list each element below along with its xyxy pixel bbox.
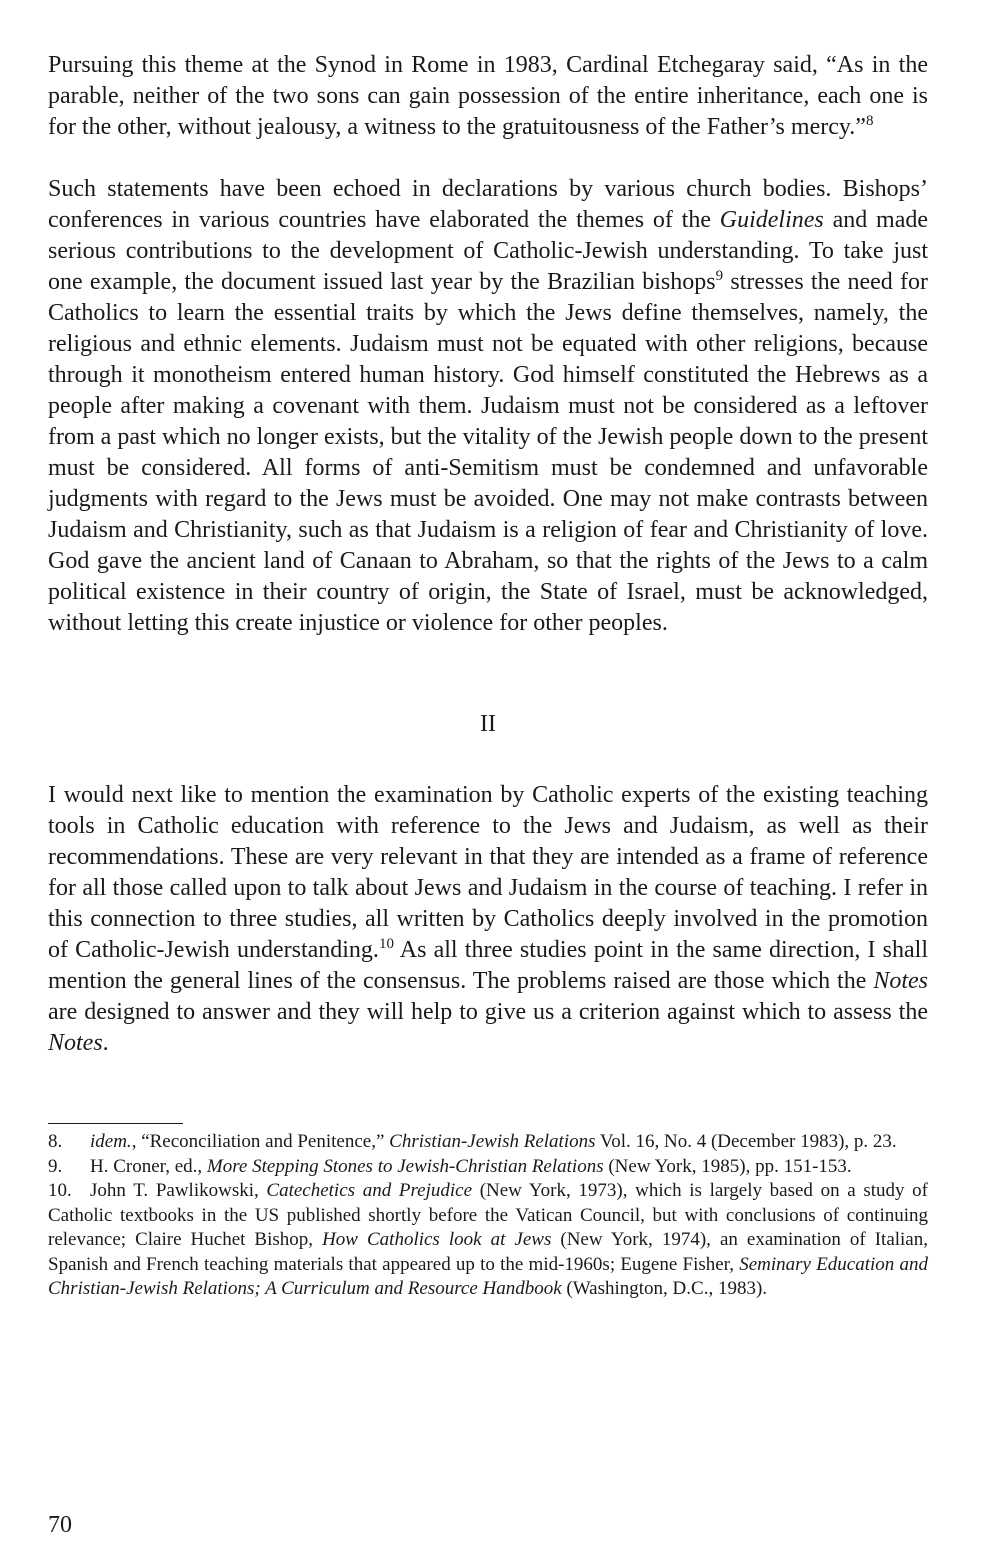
footnote-8	[48, 1130, 928, 1155]
footnote-italic: Catechetics and Prejudice	[266, 1180, 473, 1201]
footnote-italic: Christian-Jewish Relations	[389, 1131, 596, 1152]
footnote-divider	[48, 1123, 183, 1124]
paragraph-text: stresses the need for Catholics to learn the essential traits by which the Jews define themselves, namely, the religious and ethnic elements. Judaism must not be equated with other religions, because through it monotheism entered human history. God himself constituted the Hebrews as a people after making a covenant with them. Judaism must not be considered as a leftover from a past which no longer exists, but the vitality of the Jewish people down to the present must be considered. All forms of anti-Semitism must be condemned and unfavorable judgments with regard to the Jews must be avoided. One may not make contrasts between Judaism and Christianity, such as that Judaism is a religion of fear and Christianity of love. God gave the ancient land of Canaan to Abraham, so that the rights of the Jews to a calm political existence in their country of origin, the State of Israel, must be acknowledged, without letting this create injustice or violence for other peoples.	[48, 269, 928, 636]
footnote-text: Vol. 16, No. 4 (December 1983), p. 23.	[595, 1131, 897, 1152]
paragraph-church-declarations	[48, 174, 928, 639]
footnote-text: H. Croner, ed.,	[90, 1155, 207, 1177]
paragraph-text: .	[102, 1030, 109, 1056]
footnote-number: 10.	[48, 1180, 72, 1201]
footnote-10	[48, 1179, 928, 1302]
footnote-ref-8[interactable]: 8	[865, 113, 874, 129]
footnote-italic: Seminary Education and Christian-Jewish Relations; A Curriculum and Resource Handbook	[48, 1253, 929, 1299]
footnote-text: , “Reconciliation and Penitence,”	[131, 1131, 390, 1152]
title-notes: Notes	[48, 1030, 103, 1056]
footnote-ref-10[interactable]: 10	[378, 936, 394, 952]
footnote-italic: How Catholics look at Jews	[322, 1229, 552, 1250]
footnote-ref-9[interactable]: 9	[715, 268, 724, 284]
page-number: 70	[48, 1512, 72, 1538]
paragraph-text: Such statements have been echoed in declarations by various church bodies. Bishops’ conferences in various countries have elaborated the themes of the	[48, 176, 928, 233]
paragraph-teaching-tools	[48, 780, 928, 1059]
paragraph-text: I would next like to mention the examination by Catholic experts of the existing teaching tools in Catholic education with reference to the Jews and Judaism, as well as their recommendations. These are very relevant in that they are intended as a frame of reference for all those called upon to talk about Jews and Judaism in the course of teaching. I refer in this connection to three studies, all written by Catholics deeply involved in the promotion of Catholic-Jewish understanding.	[48, 782, 928, 963]
footnote-text: (Washington, D.C., 1983).	[561, 1278, 768, 1299]
title-notes: Notes	[873, 968, 928, 994]
paragraph-text: As all three studies point in the same direction, I shall mention the general lines of the consensus. The problems raised are those which the	[48, 937, 928, 994]
section-heading: II	[480, 711, 496, 737]
footnote-number: 9.	[48, 1155, 63, 1177]
footnotes	[48, 1130, 928, 1302]
footnote-text: (New York, 1985), pp. 151-153.	[603, 1155, 852, 1177]
paragraph-text: and made serious contributions to the development of Catholic-Jewish understanding. To take just one example, the document issued last year by the Brazilian bishops	[48, 207, 928, 295]
footnote-text: (New York, 1974), an examination of Italian, Spanish and French teaching materials that appeared up to the mid-1960s; Eugene Fisher,	[48, 1229, 928, 1275]
footnote-text: John T. Pawlikowski,	[90, 1180, 267, 1201]
footnote-italic: idem.	[90, 1131, 132, 1152]
footnote-text: (New York, 1973), which is largely based on a study of Catholic textbooks in the US published shortly before the Vatican Council, but with conclusions of continuing relevance; Claire Huchet Bishop,	[48, 1180, 928, 1250]
footnote-9	[48, 1155, 928, 1180]
paragraph-text: are designed to answer and they will help to give us a criterion against which to assess the	[48, 999, 928, 1025]
page-body	[48, 50, 928, 1302]
footnote-number: 8.	[48, 1131, 63, 1152]
paragraph-text: Pursuing this theme at the Synod in Rome in 1983, Cardinal Etchegaray said, “As in the parable, neither of the two sons can gain possession of the entire inheritance, each one is for the other, without jealousy, a witness to the gratuitousness of the Father’s mercy.”	[48, 52, 928, 140]
title-guidelines: Guidelines	[719, 207, 824, 233]
footnote-italic: More Stepping Stones to Jewish-Christian Relations	[206, 1155, 604, 1177]
paragraph-etchegaray-quote	[48, 50, 928, 143]
